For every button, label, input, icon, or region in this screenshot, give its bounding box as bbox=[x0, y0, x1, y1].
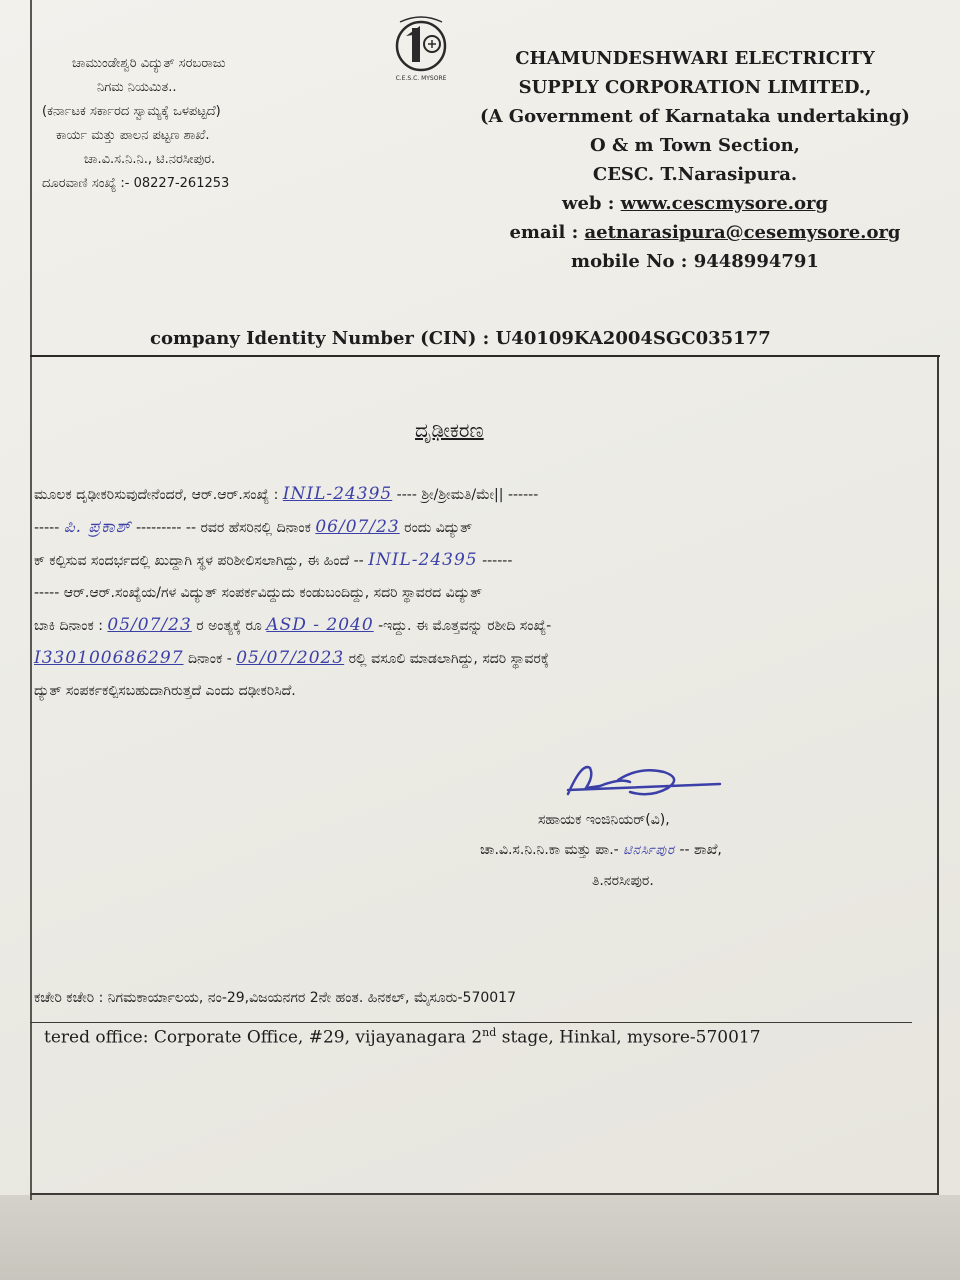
body-text-2b: -- ರವರ ಹೆಸರಿನಲ್ಲಿ ದಿನಾಂಕ bbox=[185, 520, 311, 536]
certificate-body bbox=[34, 478, 934, 707]
signatory-block bbox=[480, 805, 940, 896]
body-line-5 bbox=[34, 609, 934, 642]
kn-phone: ದೂರವಾಣಿ ಸಂಖ್ಯೆ :- 08227-261253 bbox=[42, 176, 230, 191]
body-dash-3: ------ bbox=[482, 553, 513, 569]
body-line-3 bbox=[34, 544, 934, 577]
section-name: O & m Town Section, bbox=[590, 135, 800, 156]
header-rule bbox=[30, 355, 940, 357]
signatory-org-b: -- ಶಾಖೆ, bbox=[679, 842, 722, 858]
kn-line-1: ಚಾಮುಂಡೇಶ್ವರಿ ವಿದ್ಯುತ್ ಸರಬರಾಜು bbox=[72, 56, 226, 71]
signatory-place: ತಿ.ನರಸೀಪುರ. bbox=[592, 873, 654, 889]
logo-text: C.E.S.C. MYSORE bbox=[395, 75, 447, 82]
cesc-logo bbox=[388, 14, 458, 84]
page-bottom-edge bbox=[0, 1195, 960, 1280]
signatory-branch: ಟಿನರ್ಸಿಪುರ bbox=[623, 843, 676, 858]
signatory-org-line bbox=[480, 835, 940, 866]
kn-line-2: ನಿಗಮ ನಿಯಮಿತ.. bbox=[97, 80, 177, 95]
body-line-1 bbox=[34, 478, 934, 511]
frame-bottom-border bbox=[30, 1193, 938, 1195]
body-dash-1b: ------ bbox=[507, 487, 539, 503]
web-label: web : bbox=[561, 193, 621, 214]
frame-right-border bbox=[937, 355, 939, 1195]
cin-number: company Identity Number (CIN) : U40109KA2004SGC035177 bbox=[150, 328, 771, 349]
body-dash-2b: --------- bbox=[136, 520, 182, 536]
body-line-7: ದ್ಯುತ್ ಸಂಪರ್ಕಕಲ್ಪಿಸಬಹುದಾಗಿರುತ್ತದೆ ಎಂದು ದಢೀಕರಿಸಿದೆ. bbox=[34, 683, 296, 699]
footer-english bbox=[44, 1026, 924, 1048]
handwritten-signature bbox=[560, 758, 780, 808]
body-text-6b: ದಿನಾಂಕ - bbox=[187, 651, 232, 667]
body-text-5b: ರ ಅಂತ್ಯಕ್ಕೆ ರೂ bbox=[196, 618, 262, 634]
footer-en-b: stage, Hinkal, mysore-570017 bbox=[496, 1027, 761, 1048]
company-name-line-1: CHAMUNDESHWARI ELECTRICITY bbox=[515, 48, 875, 69]
web-link[interactable]: www.cescmysore.org bbox=[620, 193, 829, 214]
web-line bbox=[450, 189, 940, 218]
body-text-5a: ಬಾಕಿ ದಿನಾಂಕ : bbox=[34, 618, 103, 634]
email-link[interactable]: aetnarasipura@cesemysore.org bbox=[584, 222, 901, 243]
letterhead-english bbox=[450, 44, 940, 276]
body-dash-1: ---- bbox=[396, 487, 417, 503]
binder-margin-line bbox=[30, 0, 32, 1200]
signatory-org-a: ಚಾ.ವಿ.ಸ.ನಿ.ನಿ.ಕಾ ಮತ್ತು ಪಾ.- bbox=[480, 842, 619, 858]
footer-en-sup: nd bbox=[482, 1026, 497, 1039]
kn-line-5: ಚಾ.ವಿ.ಸ.ನಿ.ನಿ., ಟಿ.ನರಸೀಪುರ. bbox=[84, 152, 216, 167]
certificate-title: ದೃಢೀಕರಣ bbox=[415, 418, 484, 442]
govt-undertaking: (A Government of Karnataka undertaking) bbox=[480, 106, 910, 127]
body-line-6 bbox=[34, 642, 934, 675]
dues-amount: ASD - 2040 bbox=[266, 615, 374, 635]
signatory-title: ಸಹಾಯಕ ಇಂಜಿನಿಯರ್(ವಿ), bbox=[538, 812, 670, 828]
company-name-line-2: SUPPLY CORPORATION LIMITED., bbox=[518, 77, 872, 98]
letterhead-kannada bbox=[42, 52, 362, 196]
body-dash-2a: ----- bbox=[34, 520, 60, 536]
footer-en-a: tered office: Corporate Office, #29, vijayanagara 2 bbox=[44, 1027, 483, 1048]
footer-kannada: ಕಚೇರಿ ಕಚೇರಿ : ನಿಗಮಕಾರ್ಯಾಲಯ, ನಂ-29,ವಿಜಯನಗರ 2ನೇ ಹಂತ. ಹಿನಕಲ್, ಮೈಸೂರು-570017 bbox=[34, 990, 516, 1006]
email-label: email : bbox=[509, 222, 585, 243]
kn-line-3: (ಕರ್ನಾಟಕ ಸರ್ಕಾರದ ಸ್ವಾಮ್ಯಕ್ಕೆ ಒಳಪಟ್ಟದೆ) bbox=[42, 104, 221, 119]
rr-number: INIL-24395 bbox=[282, 484, 393, 504]
receipt-number: I330100686297 bbox=[34, 648, 184, 668]
previous-rr-number: INIL-24395 bbox=[368, 550, 478, 570]
body-text-2c: ರಂದು ವಿದ್ಯುತ್ bbox=[404, 520, 473, 536]
applicant-name: ಪಿ. ಪ್ರಕಾಶ್ bbox=[63, 517, 132, 537]
kn-line-4: ಕಾರ್ಯ ಮತ್ತು ಪಾಲನ ಪಟ್ಟಣ ಶಾಖೆ. bbox=[56, 128, 210, 143]
body-text-5c: -ಇದ್ದು. ಈ ಮೊತ್ತವನ್ನು ರಶೀದಿ ಸಂಖ್ಯೆ- bbox=[378, 618, 552, 634]
body-text-1b: ಶ್ರೀ/ಶ್ರೀಮತಿ/ಮೇ|| bbox=[421, 487, 504, 503]
email-line bbox=[450, 218, 940, 247]
body-line-4: ----- ಆರ್.ಆರ್.ಸಂಖ್ಯೆಯ/ಗಳ ವಿದ್ಯುತ್ ಸಂಪರ್ಕವಿದ್ದುದು ಕಂಡುಬಂದಿದ್ದು, ಸದರಿ ಸ್ಥಾವರದ ವಿದ್ಯುತ್ bbox=[34, 585, 483, 601]
body-text-3a: ಕ್ ಕಲ್ಪಿಸುವ ಸಂದರ್ಭದಲ್ಲಿ ಖುದ್ದಾಗಿ ಸ್ಥಳ ಪರಿಶೀಲಿಸಲಾಗಿದ್ದು, ಈ ಹಿಂದೆ -- bbox=[34, 553, 364, 569]
dues-date: 05/07/23 bbox=[107, 615, 192, 635]
footer-rule bbox=[30, 1022, 912, 1023]
mobile-line: mobile No : 9448994791 bbox=[571, 251, 819, 272]
body-text-1a: ಮೂಲಕ ದೃಢೀಕರಿಸುವುದೇನೆಂದರೆ, ಆರ್.ಆರ್.ಸಂಖ್ಯೆ : bbox=[34, 487, 279, 503]
body-text-6c: ರಲ್ಲಿ ವಸೂಲಿ ಮಾಡಲಾಗಿದ್ದು, ಸದರಿ ಸ್ಥಾವರಕ್ಕೆ bbox=[348, 651, 550, 667]
body-line-2 bbox=[34, 511, 934, 544]
receipt-date: 05/07/2023 bbox=[236, 648, 345, 668]
location: CESC. T.Narasipura. bbox=[592, 164, 798, 185]
inspection-date: 06/07/23 bbox=[315, 517, 400, 537]
